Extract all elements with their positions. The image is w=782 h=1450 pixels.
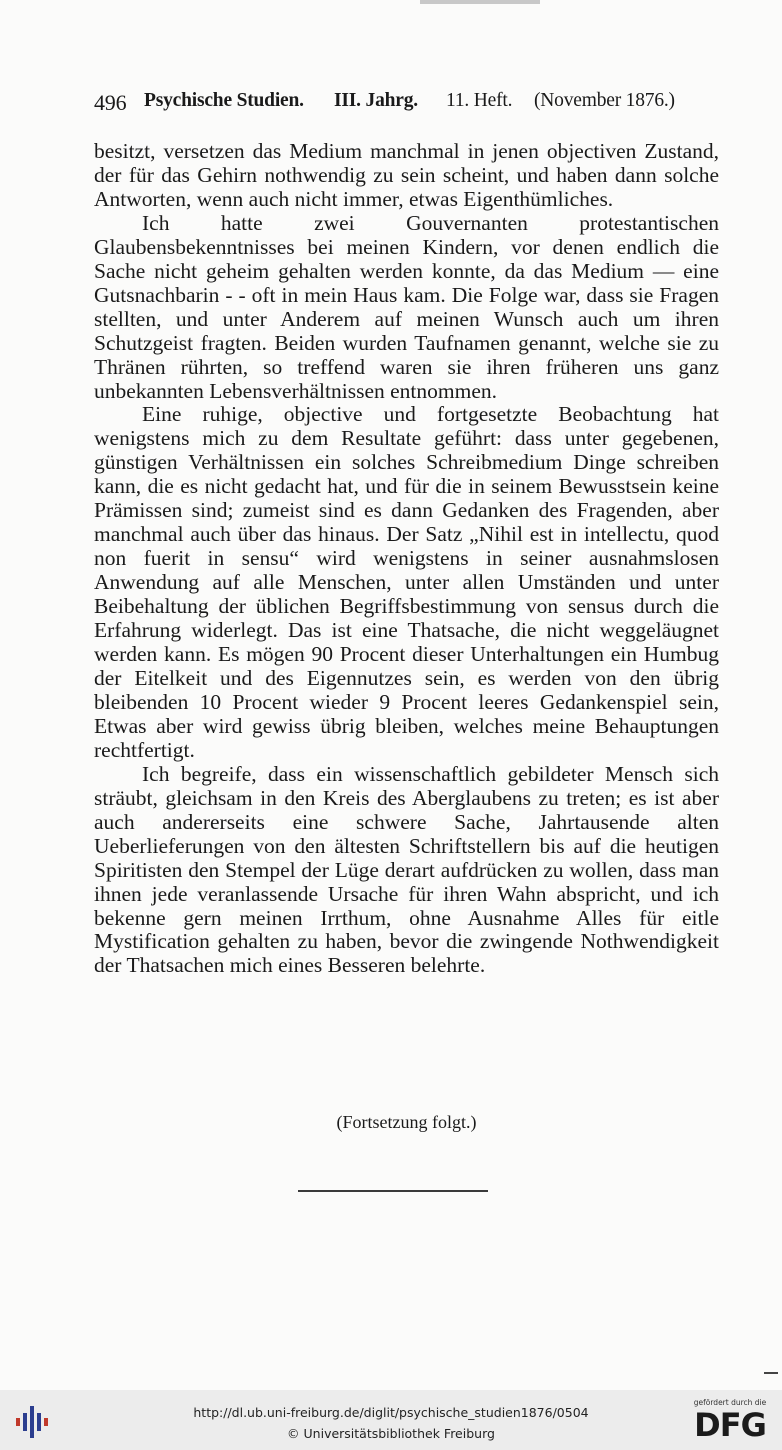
dfg-caption: gefördert durch die: [693, 1398, 767, 1407]
running-head: [94, 90, 719, 118]
paragraph-4: Ich begreife, dass ein wissenschaftlich gebildeter Mensch sich sträubt, gleichsam in den Kreis des Aberglaubens zu treten; es ist aber auch andererseits eine schwere Sache, Jahrtausende alten Ueberlieferungen von den ältesten Schriftstellern bis auf die heutigen Spiritisten den Stempel der Lüge derart aufdrücken zu wollen, dass man ihnen jede veranlassende Ursache für ihren Wahn abspricht, und ich bekenne gern meinen Irrthum, ohne Ausnahme Alles für eitle Mystification gehalten zu haben, bevor die zwingende Nothwendigkeit der Thatsachen mich eines Besseren belehrte.: [94, 761, 719, 978]
body-text: [94, 140, 719, 978]
permalink-url[interactable]: http://dl.ub.uni-freiburg.de/diglit/psychische_studien1876/0504: [193, 1405, 589, 1420]
paragraph-1: besitzt, versetzen das Medium manchmal in jenen objectiven Zustand, der für das Gehirn nothwendig zu sein scheint, und haben dann solche Antworten, wenn auch nicht immer, etwas Eigenthümliches.: [94, 139, 719, 211]
issue-number: 11. Heft.: [446, 90, 513, 111]
dfg-logo[interactable]: [686, 1398, 774, 1446]
viewer-footer: [0, 1390, 782, 1450]
corner-mark: [764, 1372, 778, 1374]
dfg-wordmark: DFG: [694, 1406, 766, 1444]
volume-year: III. Jahrg.: [334, 90, 418, 111]
page-number: 496: [94, 90, 127, 115]
paragraph-3: Eine ruhige, objective und fortgesetzte Beobachtung hat wenigstens mich zu dem Resultate geführt: dass unter gegebenen, günstigen Verhältnissen ein solches Schreibmedium Dinge schreiben kann, die es nicht gedacht hat, und für die in seinem Bewusstsein keine Prämissen sind; zumeist sind es dann Gedanken des Fragenden, aber manchmal auch über das hinaus. Der Satz „Nihil est in intellectu, quod non fuerit in sensu“ wird wenigstens in seiner ausnahmslosen Anwendung auf alle Menschen, unter allen Umständen und unter Beibehaltung der üblichen Begriffsbestimmung von sensus durch die Erfahrung widerlegt. Das ist eine Thatsache, die nicht weggeläugnet werden kann. Es mögen 90 Procent dieser Unterhaltungen ein Humbug der Eitelkeit und des Eigennutzes sein, es werden von den übrig bleibenden 10 Procent wieder 9 Procent leeres Gedankenspiel sein, Etwas aber wird gewiss übrig bleiben, welches meine Behauptungen rechtfertigt.: [94, 402, 719, 762]
end-rule: [298, 1190, 488, 1192]
continued-note: (Fortsetzung folgt.): [336, 1112, 477, 1132]
copyright-notice: © Universitätsbibliothek Freiburg: [287, 1426, 495, 1441]
paragraph-2: Ich hatte zwei Gouvernanten protestantischen Glaubensbekenntnisses bei meinen Kindern, vor denen endlich die Sache nicht geheim gehalten werden konnte, da das Medium — eine Gutsnachbarin - - oft in mein Haus kam. Die Folge war, dass sie Fragen stellten, und unter Anderem auf meinen Wunsch auch um ihren Schutzgeist fragten. Beiden wurden Taufnamen genannt, welche sie zu Thränen rührten, so treffend waren sie ihren früheren uns ganz unbekannten Lebensverhältnissen entnommen.: [94, 210, 719, 403]
journal-title: Psychische Studien.: [144, 90, 304, 111]
top-edge-residue: [420, 0, 540, 4]
issue-date: (November 1876.): [534, 90, 675, 111]
